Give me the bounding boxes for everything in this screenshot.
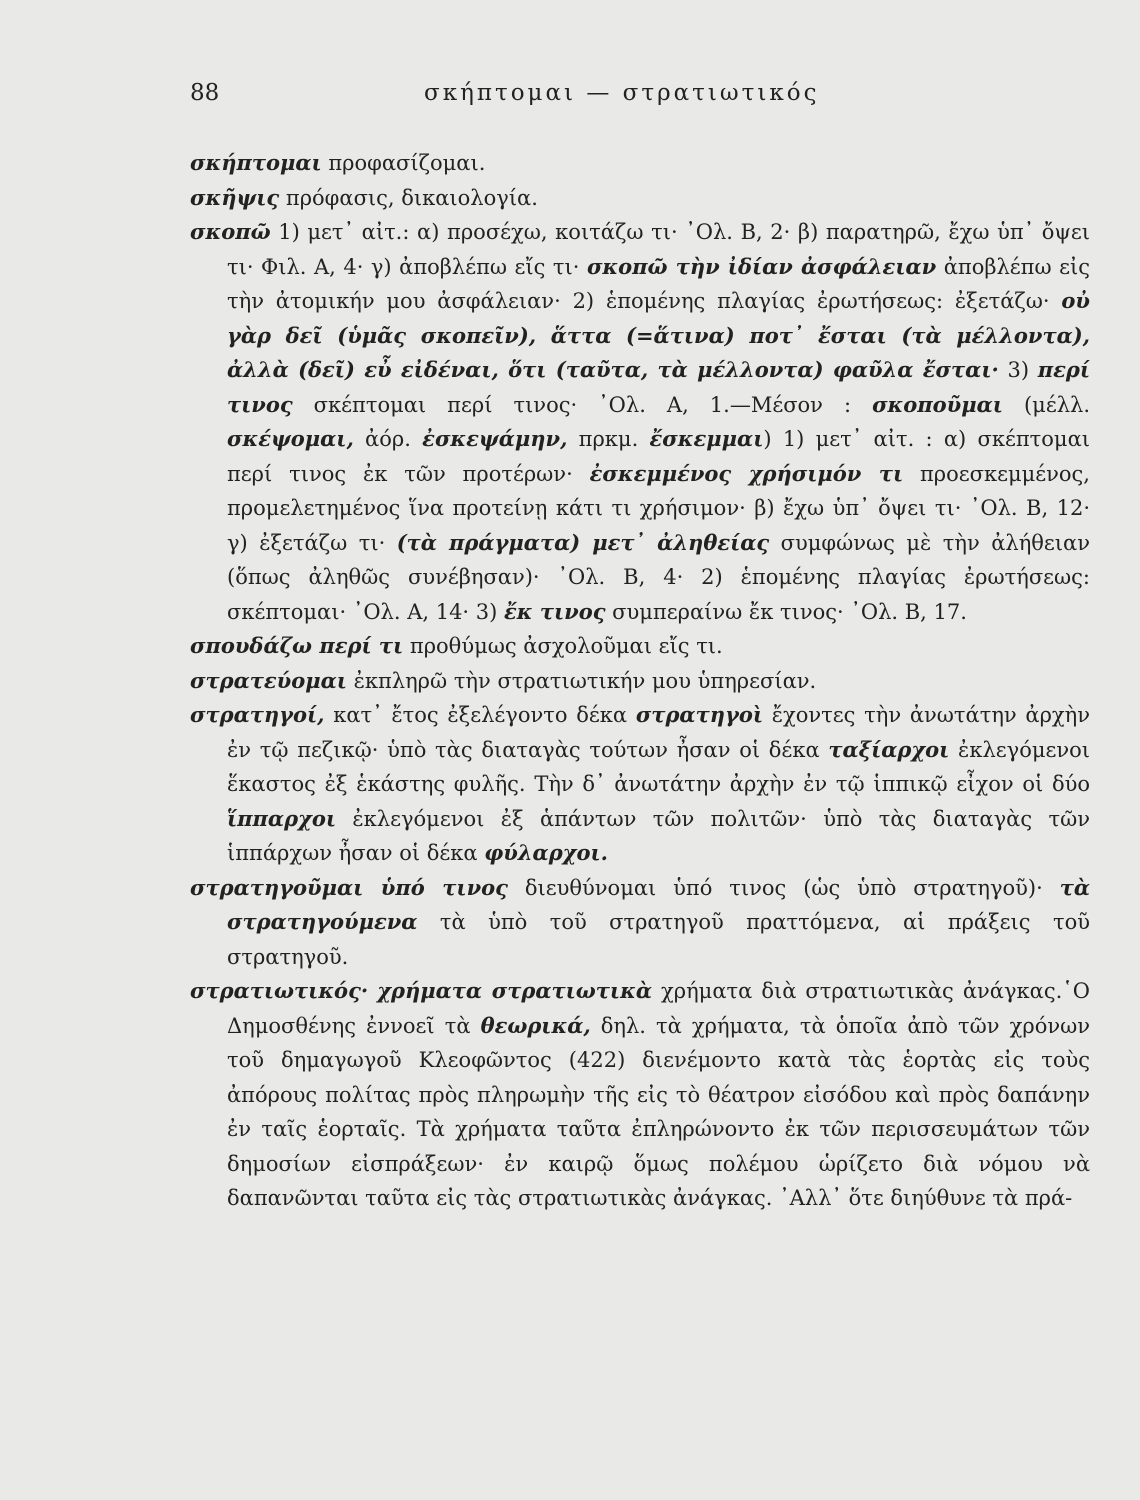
- entry-text: χρήματα διὰ στρατιωτικὰς ἀνάγκας.῾Ο Δημοσθένης ἐννοεῖ τὰ: [227, 979, 1090, 1038]
- entry-text: ἀποβλέπω εἰς τὴν ἀτομικήν μου ἀσφάλειαν· 2) ἑπομένης πλαγίας ἐρωτήσεως: ἐξετάζω·: [227, 254, 1090, 313]
- entry-text: συμφώνως μὲ τὴν ἀλήθειαν (ὅπως ἀληθῶς συνέβησαν)· ᾽Ολ. Β, 4· 2) ἑπομένης πλαγίας ἐρωτήσεως: σκέπτομαι· ᾽Ολ. Α, 14· 3): [227, 530, 1090, 624]
- entry-text: προεσκεμμένος, προμελετημένος ἵνα προτείνῃ κάτι τι χρήσιμον· β) ἔχω ὑπ᾽ ὄψει τι· ᾽Ολ. Β, 12· γ) ἐξετάζω τι·: [227, 461, 1090, 555]
- entry-term: σκοποῦμαι: [872, 391, 1003, 417]
- dictionary-entry: [190, 664, 1090, 699]
- entry-term: σκοπῶ: [190, 219, 271, 244]
- dictionary-entry: [190, 871, 1090, 975]
- entry-term: ἔσκεμμαι: [649, 426, 764, 451]
- entry-term: σπουδάζω περί τι: [190, 633, 404, 658]
- entry-text: δηλ. τὰ χρήματα, τὰ ὁποῖα ἀπὸ τῶν χρόνων τοῦ δημαγωγοῦ Κλεοφῶντος (422) διενέμοντο κατὰ τὰς ἑορτὰς εἰς τοὺς ἀπόρους πολίτας πρὸς πληρωμὴν τῆς εἰς τὸ θέατρον εἰσόδου καὶ πρὸς δαπάνην ἐν ταῖς ἑορταῖς. Τὰ χρήματα ταῦτα ἐπληρώνοντο ἐκ τῶν περισσευμάτων τῶν δημοσίων εἰσπράξεων· ἐν καιρῷ ὅμως πολέμου ὡρίζετο διὰ νόμου νὰ δαπανῶνται ταῦτα εἰς τὰς στρατιωτικὰς ἀνάγκας. ᾽Αλλ᾽ ὅτε διηύθυνε τὰ πρά-: [227, 1013, 1091, 1210]
- entry-text: συμπεραίνω ἔκ τινος· ᾽Ολ. Β, 17.: [605, 599, 967, 624]
- entry-term: στρατηγοί,: [190, 702, 325, 727]
- entry-text: κατ᾽ ἔτος ἐξελέγοντο δέκα: [324, 703, 636, 727]
- entry-term: θεωρικά,: [480, 1012, 591, 1038]
- entry-term: σκοπῶ τὴν ἰδίαν ἀσφάλειαν: [586, 253, 937, 279]
- entry-text: 1) μετ᾽ αἰτ.: α) προσέχω, κοιτάζω τι· ᾽Ολ. Β, 2· β) παρατηρῶ, ἔχω ὑπ᾽ ὄψει τι· Φιλ. Α, 4· γ) ἀποβλέπω εἴς τι·: [227, 220, 1090, 279]
- entry-term: (τὰ πράγματα) μετ᾽ ἀληθείας: [396, 529, 770, 555]
- entry-term: ἐσκεψάμην,: [422, 426, 568, 451]
- entries-body: [190, 146, 1090, 1216]
- entry-text: ) 1) μετ᾽ αἰτ. : α) σκέπτομαι περί τινος ἐκ τῶν προτέρων·: [227, 427, 1090, 486]
- dictionary-entry: [190, 181, 1090, 216]
- entry-text: ἀόρ.: [353, 427, 423, 451]
- entry-text: (μέλλ.: [1002, 392, 1090, 417]
- entry-term: στρατηγοῦμαι ὑπό τινος: [190, 874, 508, 900]
- dictionary-entry: [190, 215, 1090, 629]
- page-number: 88: [190, 80, 220, 106]
- entry-text: πρόφασις, δικαιολογία.: [279, 185, 538, 210]
- entry-term: ταξίαρχοι: [828, 736, 950, 762]
- entry-text: προθύμως ἀσχολοῦμαι εἴς τι.: [403, 634, 723, 658]
- entry-term: χρήματα στρατιωτικὰ: [377, 978, 652, 1003]
- entry-term: στρατηγοὶ: [635, 702, 763, 727]
- entry-text: [368, 979, 377, 1003]
- entry-term: ἐσκεμμένος χρήσιμόν τι: [589, 460, 904, 486]
- entry-term: τὰ στρατηγούμενα: [227, 874, 1090, 934]
- entry-text: σκέπτομαι περί τινος· ᾽Ολ. Α, 1.—Μέσον :: [292, 392, 873, 417]
- entry-text: πρκμ.: [567, 427, 650, 451]
- entry-term: στρατιωτικός·: [190, 978, 369, 1003]
- entry-text: ἔχοντες τὴν ἀνωτάτην ἀρχὴν ἐν τῷ πεζικῷ· ὑπὸ τὰς διαταγὰς τούτων ἦσαν οἱ δέκα: [227, 703, 1090, 762]
- entry-text: 3): [998, 358, 1038, 382]
- entry-term: φύλαρχοι.: [484, 840, 608, 865]
- entry-term: σκήπτομαι: [190, 150, 322, 175]
- running-head: σκήπτομαι — στρατιωτικός: [424, 80, 820, 106]
- entry-term: οὐ γὰρ δεῖ (ὑμᾶς σκοπεῖν), ἅττα (=ἅτινα) ποτ᾽ ἔσται (τὰ μέλλοντα), ἀλλὰ (δεῖ) εὖ εἰδέναι, ὅτι (ταῦτα, τὰ μέλλοντα) φαῦλα ἔσται·: [227, 288, 1090, 382]
- entry-term: σκῆψις: [190, 184, 280, 210]
- entry-text: ἐκλεγόμενοι ἕκαστος ἐξ ἑκάστης φυλῆς. Τὴν δ᾽ ἀνωτάτην ἀρχὴν ἐν τῷ ἱππικῷ εἶχον οἱ δύο: [227, 737, 1091, 796]
- page-header: [0, 80, 1140, 116]
- entry-term: ἵππαρχοι: [227, 805, 337, 831]
- entry-text: ἐκπληρῶ τὴν στρατιωτικήν μου ὑπηρεσίαν.: [346, 668, 817, 693]
- dictionary-entry: [190, 974, 1090, 1216]
- dictionary-entry: [190, 146, 1090, 181]
- dictionary-entry: [190, 698, 1090, 871]
- entry-text: προφασίζομαι.: [321, 151, 486, 175]
- entry-text: ἐκλεγόμενοι ἐξ ἁπάντων τῶν πολιτῶν· ὑπὸ τὰς διαταγὰς τῶν ἱππάρχων ἦσαν οἱ δέκα: [227, 806, 1090, 865]
- entry-term: σκέψομαι,: [227, 426, 354, 451]
- entry-text: διευθύνομαι ὑπό τινος (ὡς ὑπὸ στρατηγοῦ)·: [507, 875, 1060, 900]
- entry-term: ἔκ τινος: [504, 598, 606, 624]
- dictionary-entry: [190, 629, 1090, 664]
- entry-text: τὰ ὑπὸ τοῦ στρατηγοῦ πραττόμενα, αἱ πράξεις τοῦ στρατηγοῦ.: [227, 910, 1090, 969]
- entry-term: στρατεύομαι: [190, 667, 347, 693]
- entry-term: περί τινος: [227, 357, 1091, 417]
